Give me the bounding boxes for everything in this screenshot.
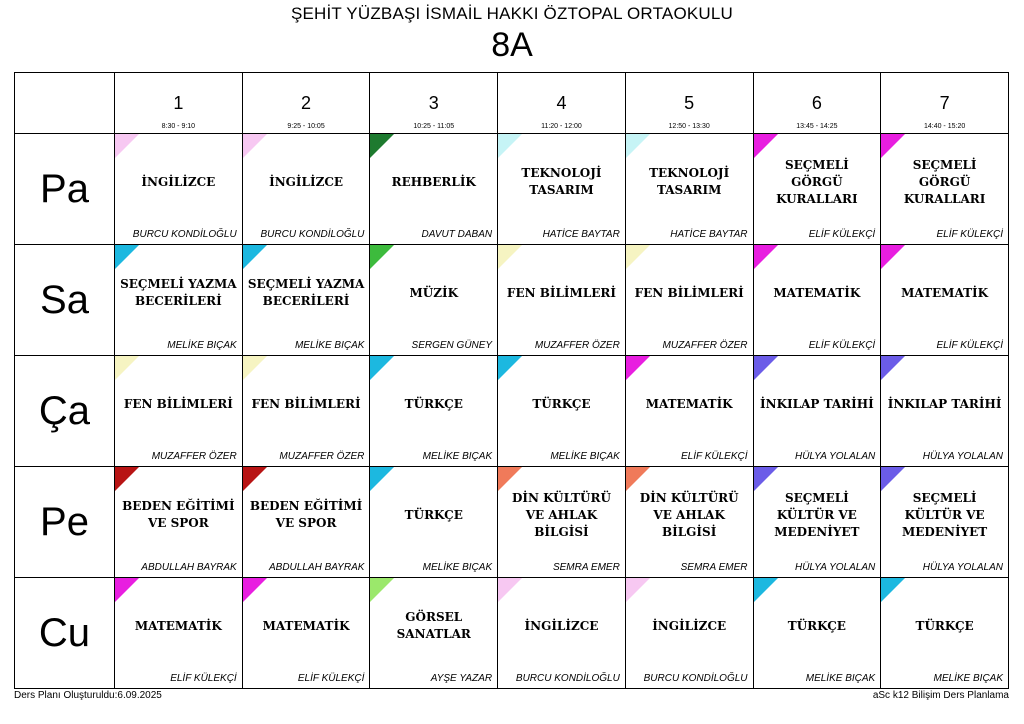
teacher-name: SEMRA EMER xyxy=(552,562,620,573)
subject-name: SEÇMELİ KÜLTÜR VE MEDENİYET xyxy=(902,490,988,539)
lesson-cell xyxy=(625,578,753,689)
subject-name: MATEMATİK xyxy=(134,618,222,633)
lesson-cell xyxy=(498,134,626,245)
timetable xyxy=(14,72,1009,689)
teacher-name: AYŞE YAZAR xyxy=(430,673,493,684)
subject-name: İNGİLİZCE xyxy=(524,618,599,633)
lesson-cell xyxy=(115,134,243,245)
subject-name: TÜRKÇE xyxy=(404,507,463,522)
subject-name: MATEMATİK xyxy=(901,285,989,300)
subject-name: MATEMATİK xyxy=(773,285,861,300)
subject-name: FEN BİLİMLERİ xyxy=(506,285,616,300)
lesson-cell xyxy=(498,578,626,689)
subject-name: TEKNOLOJİ TASARIM xyxy=(521,166,602,197)
lesson-cell xyxy=(753,245,881,356)
teacher-name: ELİF KÜLEKÇİ xyxy=(170,673,237,684)
teacher-name: HÜLYA YOLALAN xyxy=(794,562,876,573)
period-time: 12:50 - 13:30 xyxy=(668,123,710,130)
lesson-cell xyxy=(115,245,243,356)
subject-name: SEÇMELİ YAZMA BECERİLERİ xyxy=(120,277,237,308)
subject-name: İNKILAP TARİHİ xyxy=(887,396,1002,411)
lesson-cell xyxy=(370,467,498,578)
subject-name: MÜZİK xyxy=(409,285,459,300)
teacher-name: DAVUT DABAN xyxy=(421,229,493,240)
subject-name: MATEMATİK xyxy=(262,618,350,633)
teacher-name: HATİCE BAYTAR xyxy=(670,229,748,240)
teacher-name: MUZAFFER ÖZER xyxy=(279,451,365,462)
period-6-header xyxy=(753,73,881,134)
period-time: 10:25 - 11:05 xyxy=(413,123,455,130)
teacher-name: MUZAFFER ÖZER xyxy=(151,451,237,462)
lesson-cell xyxy=(881,578,1009,689)
teacher-name: MUZAFFER ÖZER xyxy=(662,340,748,351)
period-number: 1 xyxy=(173,93,184,113)
subject-name: GÖRSEL SANATLAR xyxy=(396,610,471,641)
teacher-name: ELİF KÜLEKÇİ xyxy=(297,673,365,684)
period-2-header xyxy=(242,73,370,134)
teacher-name: BURCU KONDİLOĞLU xyxy=(260,229,365,240)
teacher-name: HÜLYA YOLALAN xyxy=(922,451,1003,462)
subject-name: TÜRKÇE xyxy=(404,396,463,411)
lesson-cell xyxy=(625,467,753,578)
day-row xyxy=(15,467,1009,578)
lesson-cell xyxy=(753,134,881,245)
lesson-cell xyxy=(115,467,243,578)
teacher-name: BURCU KONDİLOĞLU xyxy=(643,673,748,684)
day-row xyxy=(15,245,1009,356)
period-3-header xyxy=(370,73,498,134)
period-number: 5 xyxy=(684,93,695,113)
subject-name: FEN BİLİMLERİ xyxy=(251,396,361,411)
teacher-name: MELİKE BIÇAK xyxy=(422,562,493,573)
day-label: Sa xyxy=(15,245,115,356)
lesson-cell xyxy=(753,467,881,578)
subject-name: FEN BİLİMLERİ xyxy=(123,396,233,411)
lesson-cell xyxy=(625,356,753,467)
day-row xyxy=(15,356,1009,467)
lesson-cell xyxy=(370,578,498,689)
period-number: 2 xyxy=(301,93,312,113)
lesson-cell xyxy=(242,356,370,467)
lesson-cell xyxy=(881,245,1009,356)
created-date: Ders Planı Oluşturuldu:6.09.2025 xyxy=(14,690,162,701)
lesson-cell xyxy=(242,578,370,689)
period-number: 4 xyxy=(556,93,567,113)
day-label: Pa xyxy=(15,134,115,245)
teacher-name: HÜLYA YOLALAN xyxy=(922,562,1003,573)
teacher-name: MELİKE BIÇAK xyxy=(422,451,493,462)
subject-name: MATEMATİK xyxy=(645,396,733,411)
subject-name: SEÇMELİ YAZMA BECERİLERİ xyxy=(247,277,365,308)
period-number: 7 xyxy=(939,93,950,113)
day-label: Pe xyxy=(15,467,115,578)
subject-name: TÜRKÇE xyxy=(915,618,974,633)
lesson-cell xyxy=(498,467,626,578)
software-credit: aSc k12 Bilişim Ders Planlama xyxy=(872,690,1009,701)
period-5-header xyxy=(625,73,753,134)
corner-cell xyxy=(15,73,115,134)
day-row xyxy=(15,578,1009,689)
teacher-name: SEMRA EMER xyxy=(680,562,748,573)
subject-name: İNGİLİZCE xyxy=(141,174,216,189)
subject-name: DİN KÜLTÜRÜ VE AHLAK BİLGİSİ xyxy=(511,490,611,539)
lesson-cell xyxy=(498,245,626,356)
period-number: 6 xyxy=(811,93,822,113)
lesson-cell xyxy=(242,245,370,356)
teacher-name: ELİF KÜLEKÇİ xyxy=(936,229,1003,240)
subject-name: BEDEN EĞİTİMİ VE SPOR xyxy=(249,499,363,530)
lesson-cell xyxy=(498,356,626,467)
lesson-cell xyxy=(370,245,498,356)
teacher-name: ELİF KÜLEKÇİ xyxy=(808,340,876,351)
period-time: 9:25 - 10:05 xyxy=(287,123,325,130)
lesson-cell xyxy=(753,578,881,689)
subject-name: BEDEN EĞİTİMİ VE SPOR xyxy=(122,499,235,530)
teacher-name: MELİKE BIÇAK xyxy=(933,673,1003,684)
period-1-header xyxy=(115,73,243,134)
lesson-cell xyxy=(370,356,498,467)
lesson-cell xyxy=(115,356,243,467)
teacher-name: MELİKE BIÇAK xyxy=(294,340,365,351)
period-time: 8:30 - 9:10 xyxy=(161,123,196,130)
teacher-name: SERGEN GÜNEY xyxy=(411,340,493,351)
day-label: Cu xyxy=(15,578,115,689)
subject-name: DİN KÜLTÜRÜ VE AHLAK BİLGİSİ xyxy=(639,490,739,539)
lesson-cell xyxy=(881,356,1009,467)
teacher-name: ABDULLAH BAYRAK xyxy=(141,562,237,573)
subject-name: TÜRKÇE xyxy=(787,618,846,633)
period-number: 3 xyxy=(428,93,439,113)
lesson-cell xyxy=(115,578,243,689)
subject-name: REHBERLİK xyxy=(391,174,476,189)
teacher-name: HATİCE BAYTAR xyxy=(542,229,620,240)
subject-name: İNKILAP TARİHİ xyxy=(760,396,874,411)
teacher-name: HÜLYA YOLALAN xyxy=(794,451,876,462)
subject-name: SEÇMELİ KÜLTÜR VE MEDENİYET xyxy=(774,490,860,539)
school-name: ŞEHİT YÜZBAŞI İSMAİL HAKKI ÖZTOPAL ORTAOKULU xyxy=(290,4,734,23)
period-header-row xyxy=(15,73,1009,134)
period-7-header xyxy=(881,73,1009,134)
teacher-name: MELİKE BIÇAK xyxy=(167,340,237,351)
lesson-cell xyxy=(753,356,881,467)
teacher-name: MELİKE BIÇAK xyxy=(805,673,876,684)
teacher-name: MUZAFFER ÖZER xyxy=(534,340,620,351)
subject-name: TÜRKÇE xyxy=(532,396,591,411)
lesson-cell xyxy=(242,134,370,245)
period-time: 13:45 - 14:25 xyxy=(796,123,838,130)
subject-name: SEÇMELİ GÖRGÜ KURALLARI xyxy=(903,157,986,206)
period-4-header xyxy=(498,73,626,134)
lesson-cell xyxy=(881,134,1009,245)
teacher-name: ELİF KÜLEKÇİ xyxy=(808,229,876,240)
period-time: 14:40 - 15:20 xyxy=(923,123,966,130)
lesson-cell xyxy=(625,245,753,356)
lesson-cell xyxy=(370,134,498,245)
subject-name: İNGİLİZCE xyxy=(269,174,344,189)
teacher-name: MELİKE BIÇAK xyxy=(550,451,620,462)
lesson-cell xyxy=(881,467,1009,578)
lesson-cell xyxy=(242,467,370,578)
teacher-name: ABDULLAH BAYRAK xyxy=(269,562,365,573)
lesson-cell xyxy=(625,134,753,245)
teacher-name: BURCU KONDİLOĞLU xyxy=(515,673,620,684)
class-name: 8A xyxy=(491,26,533,64)
day-row xyxy=(15,134,1009,245)
day-label: Ça xyxy=(15,356,115,467)
subject-name: İNGİLİZCE xyxy=(652,618,727,633)
teacher-name: ELİF KÜLEKÇİ xyxy=(936,340,1003,351)
teacher-name: BURCU KONDİLOĞLU xyxy=(132,229,237,240)
subject-name: FEN BİLİMLERİ xyxy=(634,285,744,300)
subject-name: SEÇMELİ GÖRGÜ KURALLARI xyxy=(776,157,858,206)
subject-name: TEKNOLOJİ TASARIM xyxy=(649,166,730,197)
period-time: 11:20 - 12:00 xyxy=(541,123,582,130)
teacher-name: ELİF KÜLEKÇİ xyxy=(681,451,748,462)
